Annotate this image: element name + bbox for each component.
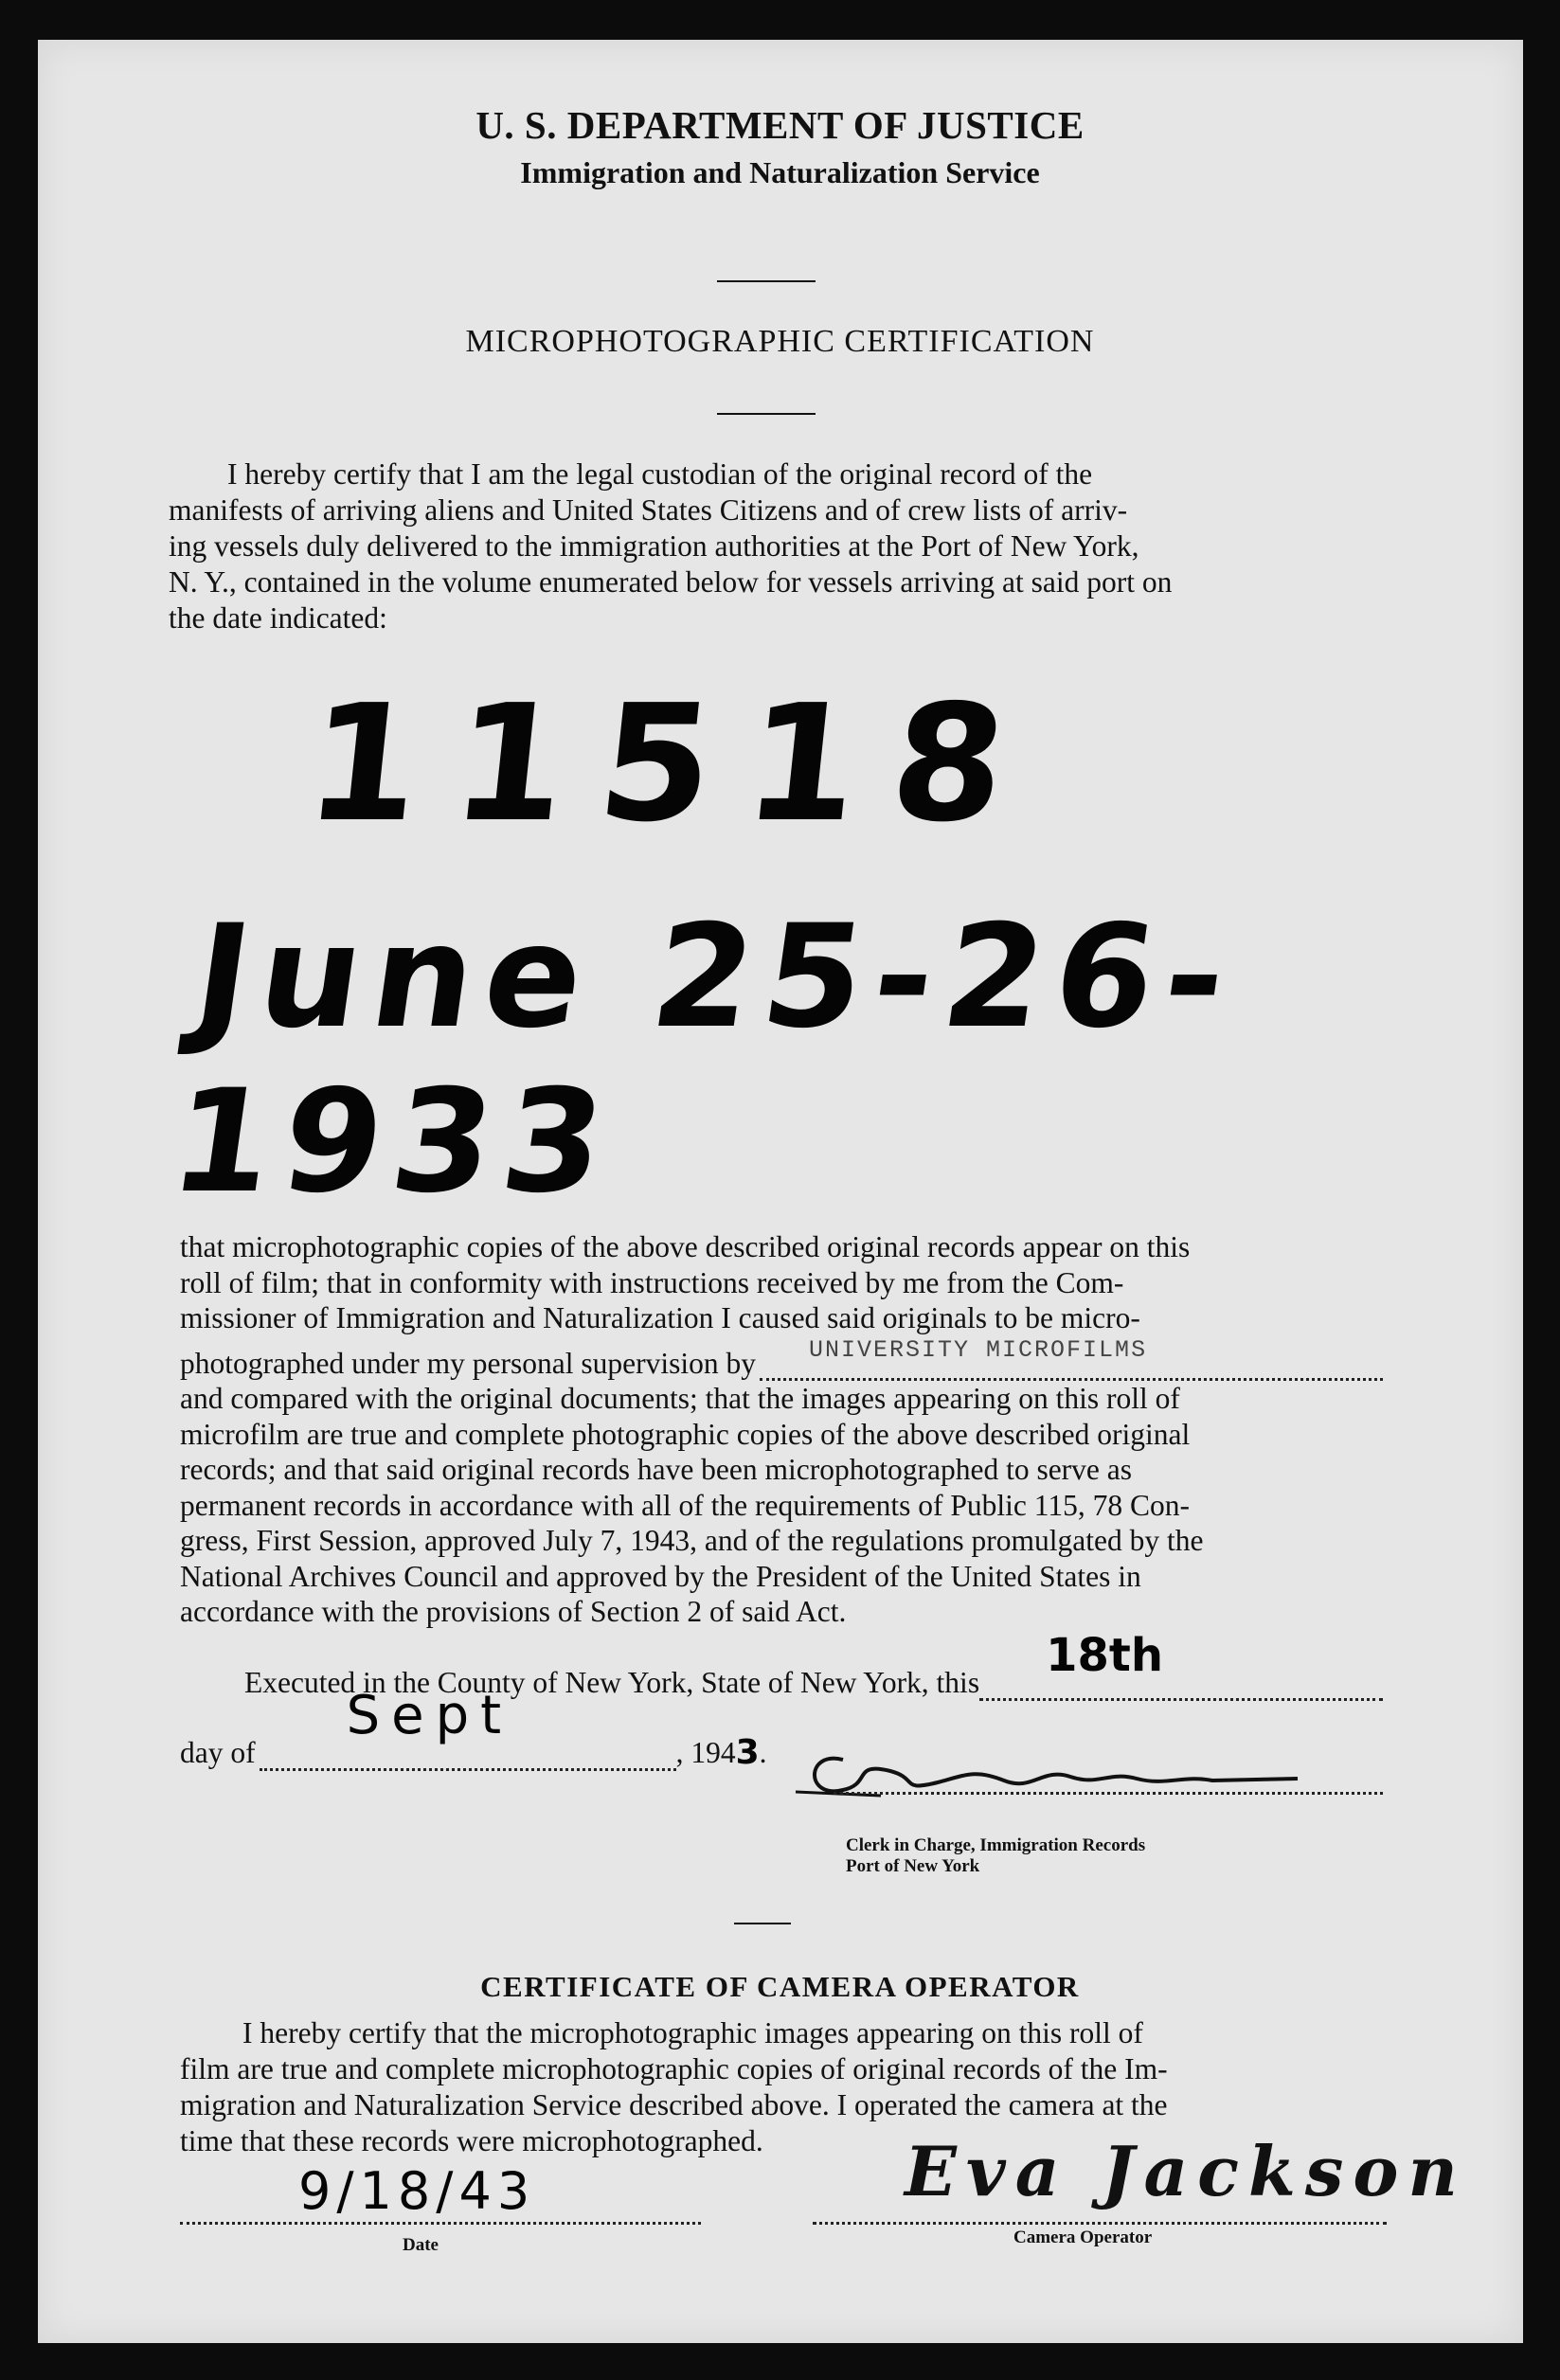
certification-heading: MICROPHOTOGRAPHIC CERTIFICATION	[465, 324, 1095, 359]
day-of-line	[180, 1685, 767, 1772]
body-line: roll of film; that in conformity with instructions received by me from the Com-	[180, 1265, 1124, 1299]
supervisor-field	[760, 1336, 1383, 1381]
body-line: microfilm are true and complete photographic copies of the above described original	[180, 1417, 1191, 1451]
intro-line: N. Y., contained in the volume enumerated below for vessels arriving at said port on	[169, 565, 1173, 599]
body-paragraph	[180, 1229, 1383, 1630]
body-line: gress, First Session, approved July 7, 1943, and of the regulations promulgated by the	[180, 1524, 1204, 1557]
body-line: accordance with the provisions of Section 2 of said Act.	[180, 1595, 847, 1628]
handwritten-date-range: June 25-26-1933	[161, 895, 1247, 1225]
year-trailing: .	[759, 1736, 767, 1769]
executed-text: Executed in the County of New York, State of New York, this	[244, 1666, 980, 1699]
camera-operator-signature: Eva Jackson	[905, 2131, 1467, 2211]
divider-bottom	[734, 1923, 791, 1924]
camera-operator-heading: CERTIFICATE OF CAMERA OPERATOR	[480, 1970, 1080, 2003]
intro-line: manifests of arriving aliens and United States Citizens and of crew lists of arriv-	[169, 493, 1128, 527]
department-title: U. S. DEPARTMENT OF JUSTICE	[475, 103, 1085, 147]
intro-line: I hereby certify that I am the legal custodian of the original record of the	[227, 457, 1093, 491]
clerk-signature-line	[834, 1790, 1383, 1795]
day-of-label: day of	[180, 1736, 256, 1769]
divider-middle	[717, 413, 816, 415]
body-line: photographed under my personal supervision by	[180, 1346, 757, 1380]
operator-signature-line	[813, 2220, 1387, 2225]
handwritten-year-digit: 3	[735, 1733, 760, 1772]
body-line: and compared with the original documents; that the images appearing on this roll of	[180, 1382, 1180, 1415]
date-line	[180, 2220, 701, 2225]
supervisor-stamp: UNIVERSITY MICROFILMS	[809, 1336, 1148, 1364]
clerk-title-line: Port of New York	[846, 1856, 980, 1876]
body-line: permanent records in accordance with all of the requirements of Public 115, 78 Con-	[180, 1488, 1190, 1522]
intro-line: ing vessels duly delivered to the immigration authorities at the Port of New York,	[169, 529, 1139, 563]
intro-line: the date indicated:	[169, 601, 387, 635]
clerk-signature	[786, 1733, 1317, 1809]
clerk-title	[846, 1835, 1145, 1877]
body-line: National Archives Council and approved by the President of the United States in	[180, 1559, 1141, 1593]
intro-paragraph	[169, 456, 1373, 636]
operator-line: I hereby certify that the microphotographic images appearing on this roll of	[242, 2016, 1143, 2049]
month-field	[260, 1685, 676, 1771]
handwritten-day: 18th	[1046, 1629, 1163, 1682]
clerk-title-line: Clerk in Charge, Immigration Records	[846, 1835, 1146, 1855]
handwritten-volume-number: 11518	[297, 671, 1049, 858]
date-label: Date	[403, 2235, 439, 2255]
divider-top	[717, 280, 816, 282]
body-line: missioner of Immigration and Naturalization I caused said originals to be micro-	[180, 1301, 1140, 1334]
body-line: records; and that said original records have been microphotographed to serve as	[180, 1453, 1133, 1486]
camera-operator-label: Camera Operator	[1013, 2228, 1153, 2247]
year-prefix: , 194	[675, 1736, 736, 1769]
executed-day-field	[979, 1629, 1383, 1701]
supervision-line	[180, 1336, 1383, 1382]
body-line: that microphotographic copies of the above described original records appear on this	[180, 1230, 1191, 1263]
operator-line: film are true and complete microphotographic copies of original records of the Im-	[180, 2052, 1168, 2085]
service-subtitle: Immigration and Naturalization Service	[520, 155, 1040, 189]
handwritten-month: Sept	[346, 1685, 513, 1746]
handwritten-operator-date: 9/18/43	[298, 2161, 536, 2221]
operator-line: migration and Naturalization Service described above. I operated the camera at the	[180, 2088, 1168, 2121]
operator-line: time that these records were microphotographed.	[180, 2124, 763, 2157]
